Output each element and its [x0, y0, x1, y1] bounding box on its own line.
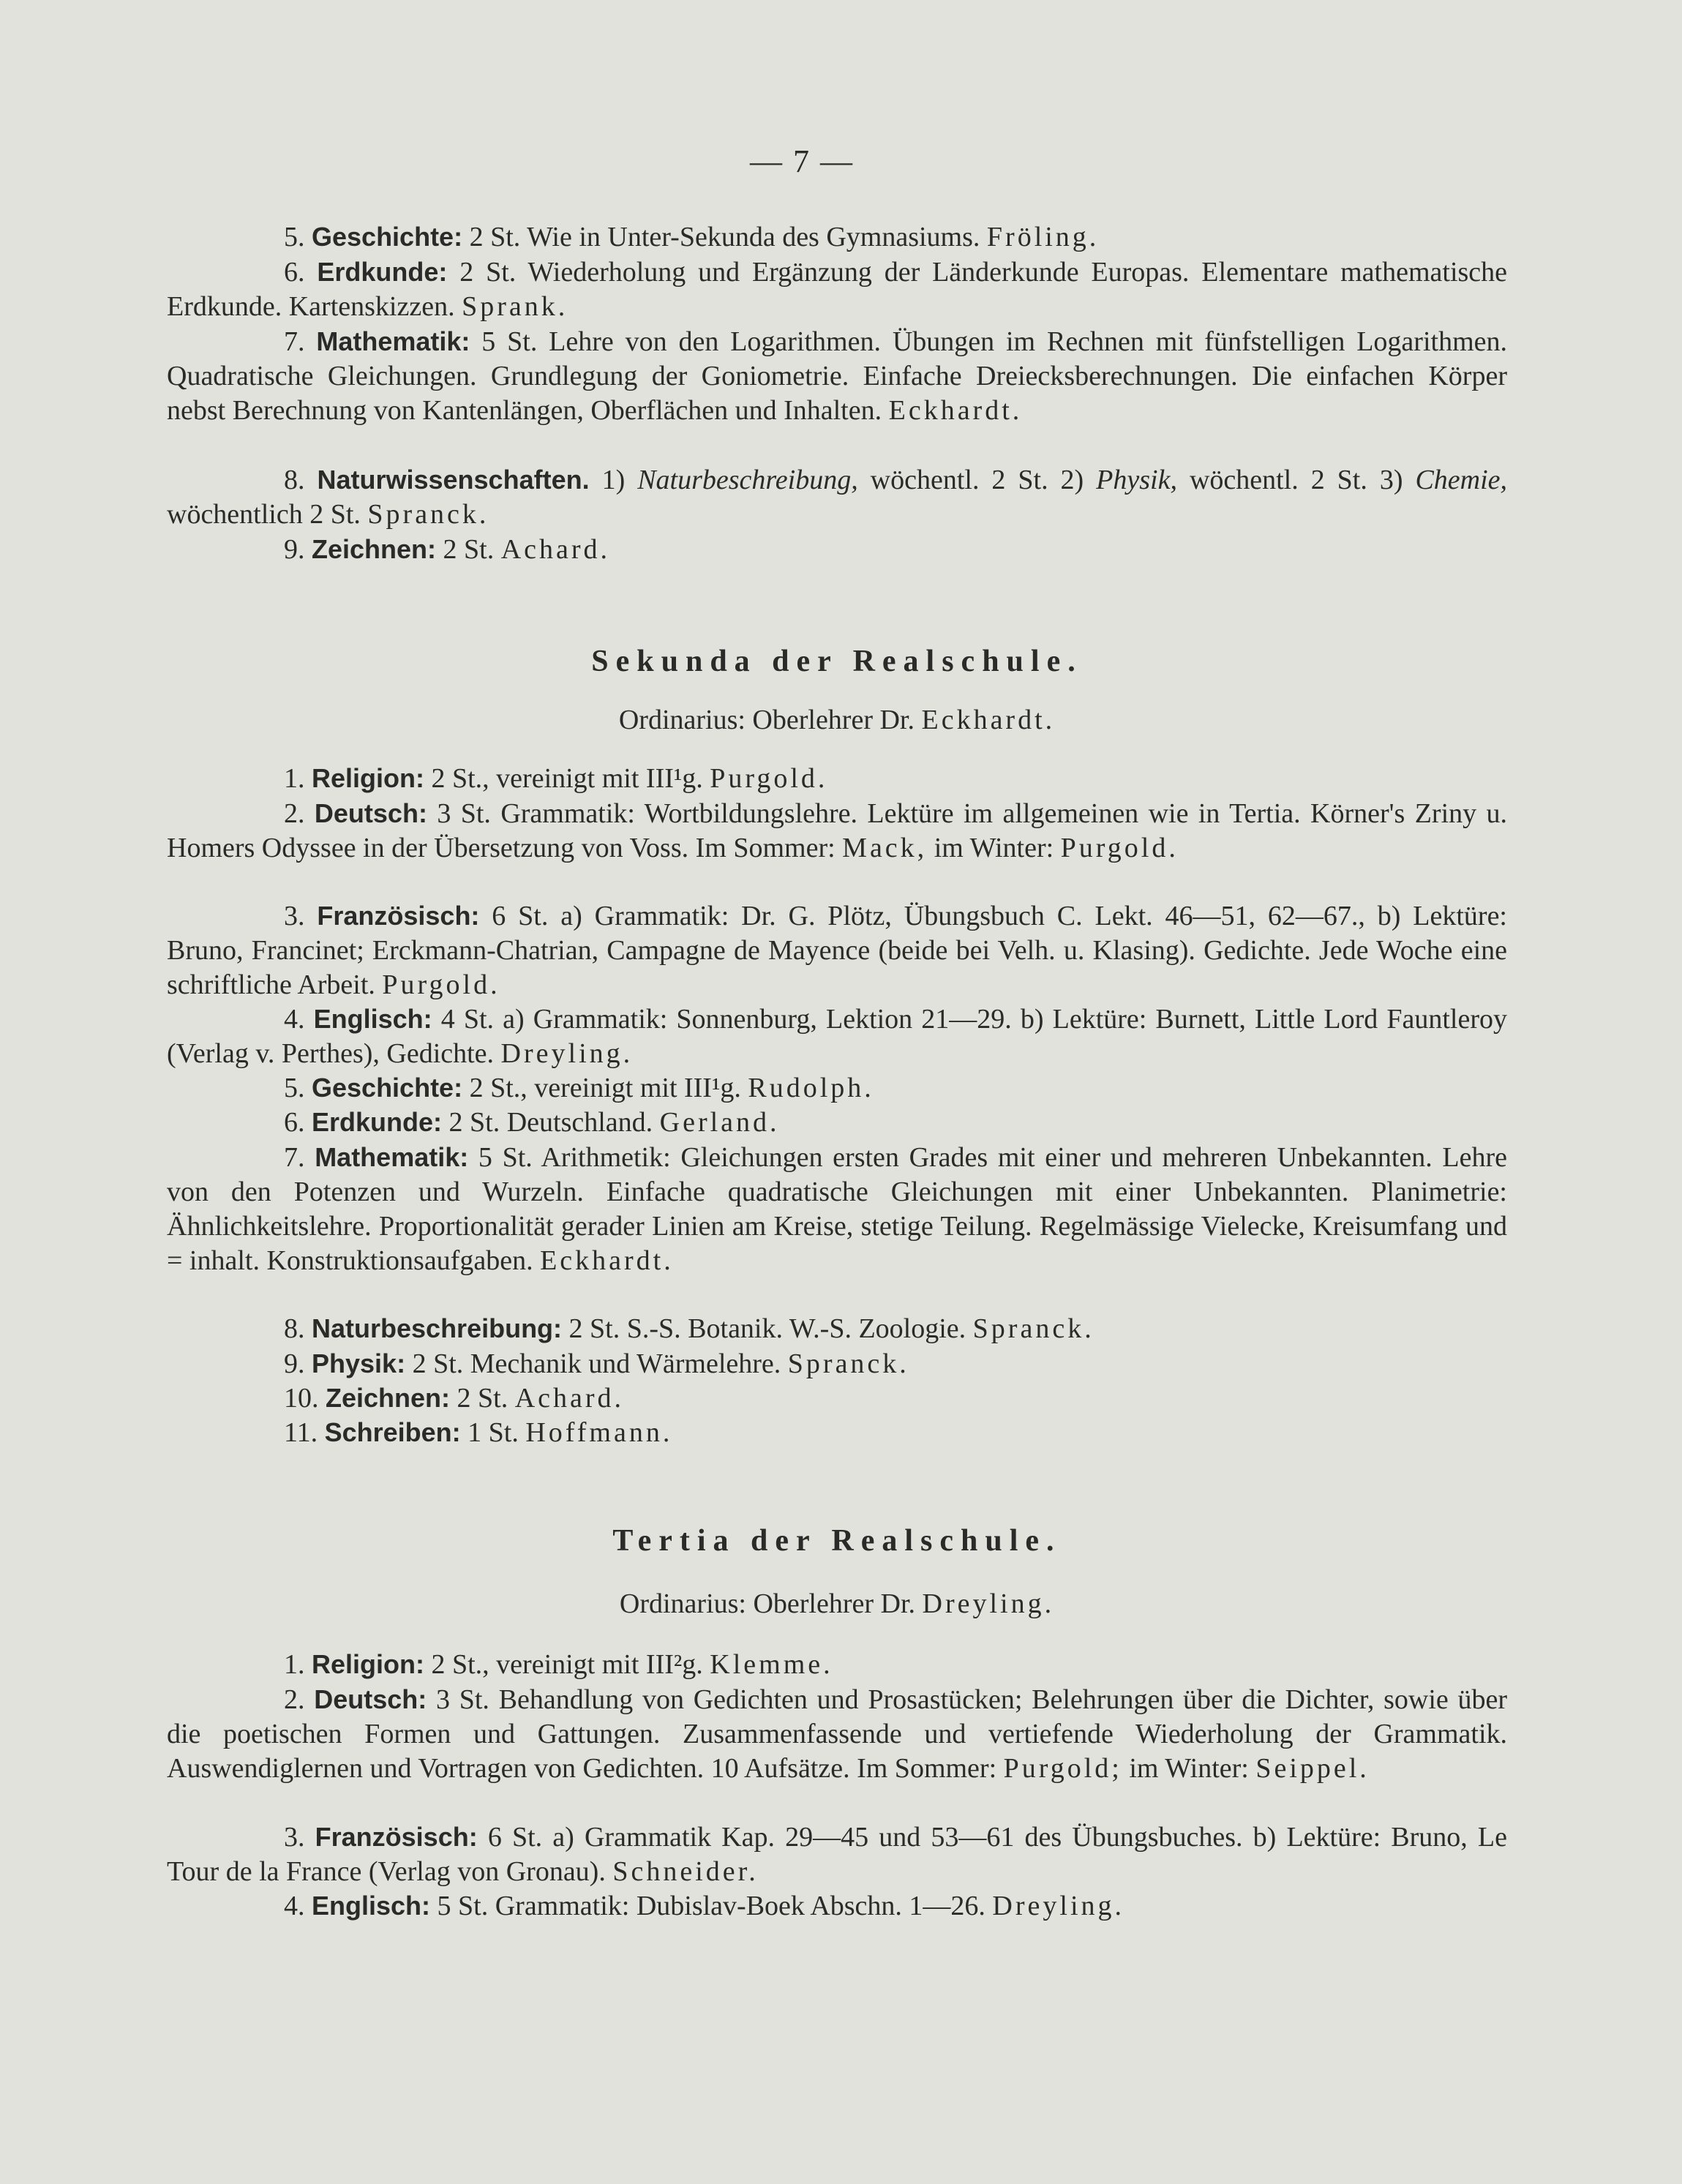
s1-entry-englisch: 4. Englisch: 4 St. a) Grammatik: Sonnenburg, Lektion 21—29. b) Lektüre: Burnett, Little Lord Fauntleroy (Verlag v. Perthes), Gedichte. Dreyling. [167, 1004, 1507, 1069]
s1-entry-mathematik: 7. Mathematik: 5 St. Arithmetik: Gleichungen ersten Grades mit einer und mehreren Unbekannten. Lehre von den Potenzen und Wurzeln. Einfache quadratische Gleichungen mit einer Unbekannten. Planimetrie: Ähnlichkeitslehre. Proportionalität gerader Linien am Kreise, stetige Teilung. Regelmässige Vielecke, Kreisumfang und = inhalt. Konstruktionsaufgaben. Eckhardt. [167, 1142, 1508, 1276]
section-title-tertia: Tertia der Realschule. [612, 1524, 1062, 1558]
s1-entry-naturbeschreibung: 8. Naturbeschreibung: 2 St. S.-S. Botanik. W.-S. Zoologie. Spranck. [284, 1313, 1095, 1344]
entry-naturwissenschaften: 8. Naturwissenschaften. 1) Naturbeschreibung, wöchentl. 2 St. 2) Physik, wöchentl. 2 St. 3) Chemie, wöchentlich 2 St. Spranck. [167, 465, 1508, 530]
entry-erdkunde: 6. Erdkunde: 2 St. Wiederholung und Ergänzung der Länderkunde Europas. Elementare mathematische Erdkunde. Kartenskizzen. Sprank. [167, 257, 1508, 322]
s1-entry-zeichnen: 10. Zeichnen: 2 St. Achard. [284, 1383, 625, 1414]
s1-entry-geschichte: 5. Geschichte: 2 St., vereinigt mit III¹g. Rudolph. [284, 1073, 874, 1103]
ordinarius-sekunda: Ordinarius: Oberlehrer Dr. Eckhardt. [618, 705, 1056, 735]
section-title-sekunda: Sekunda der Realschule. [591, 645, 1083, 678]
s1-entry-deutsch: 2. Deutsch: 3 St. Grammatik: Wortbildungslehre. Lektüre im allgemeinen wie in Tertia. Körner's Zriny u. Homers Odyssee in der Übersetzung von Voss. Im Sommer: Mack, im Winter: Purgold. [167, 798, 1508, 863]
s1-entry-physik: 9. Physik: 2 St. Mechanik und Wärmelehre. Spranck. [284, 1348, 909, 1379]
s1-entry-religion: 1. Religion: 2 St., vereinigt mit III¹g. Purgold. [284, 763, 828, 794]
s2-entry-franzoesisch: 3. Französisch: 6 St. a) Grammatik Kap. 29—45 und 53—61 des Übungsbuches. b) Lektüre: Bruno, Le Tour de la France (Verlag von Gronau). Schneider. [167, 1822, 1508, 1887]
s1-entry-erdkunde: 6. Erdkunde: 2 St. Deutschland. Gerland. [284, 1107, 780, 1138]
page-number: — 7 — [750, 143, 854, 179]
entry-geschichte: 5. Geschichte: 2 St. Wie in Unter-Sekunda des Gymnasiums. Fröling. [284, 222, 1100, 252]
s2-entry-religion: 1. Religion: 2 St., vereinigt mit III²g. Klemme. [284, 1649, 833, 1680]
entry-zeichnen: 9. Zeichnen: 2 St. Achard. [284, 534, 611, 565]
ordinarius-tertia: Ordinarius: Oberlehrer Dr. Dreyling. [619, 1588, 1055, 1619]
s1-entry-schreiben: 11. Schreiben: 1 St. Hoffmann. [284, 1417, 673, 1448]
s1-entry-franzoesisch: 3. Französisch: 6 St. a) Grammatik: Dr. G. Plötz, Übungsbuch C. Lekt. 46—51, 62—67., b) Lektüre: Bruno, Francinet; Erckmann-Chatrian, Campagne de Mayence (beide bei Velh. u. Klasing). Gedichte. Jede Woche eine schriftliche Arbeit. Purgold. [167, 901, 1507, 1000]
s2-entry-deutsch: 2. Deutsch: 3 St. Behandlung von Gedichten und Prosastücken; Belehrungen über die Dichter, sowie über die poetischen Formen und Gattungen. Zusammenfassende und vertiefende Wiederholung der Grammatik. Auswendiglernen und Vortragen von Gedichten. 10 Aufsätze. Im Sommer: Purgold; im Winter: Seippel. [167, 1684, 1508, 1784]
s2-entry-englisch: 4. Englisch: 5 St. Grammatik: Dubislav-Boek Abschn. 1—26. Dreyling. [284, 1891, 1125, 1921]
entry-mathematik: 7. Mathematik: 5 St. Lehre von den Logarithmen. Übungen im Rechnen mit fünfstelligen Logarithmen. Quadratische Gleichungen. Grundlegung der Goniometrie. Einfache Dreiecksberechnungen. Die einfachen Körper nebst Berechnung von Kantenlängen, Oberflächen und Inhalten. Eckhardt. [167, 326, 1507, 426]
